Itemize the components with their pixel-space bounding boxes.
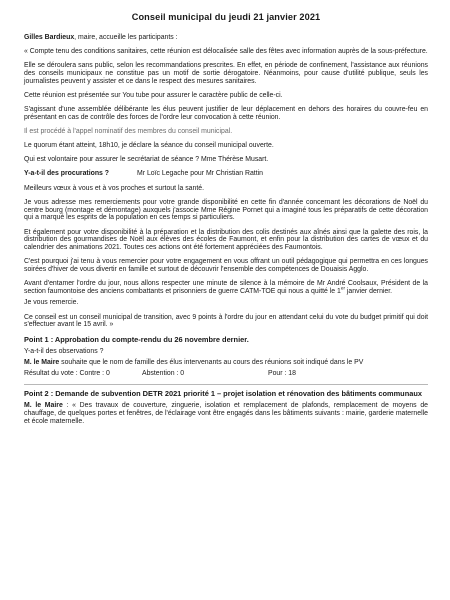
paragraph-secretary: Qui est volontaire pour assurer le secrétariat de séance ? Mme Thérèse Musart. [24, 156, 269, 164]
vote-pour: Pour : 18 [268, 369, 296, 377]
paragraph-sanitary: « Compte tenu des conditions sanitaires, cette réunion est délocalisée salle des fêtes avec information auprès de la sous-préfecture. [24, 48, 428, 56]
paragraph-minute-silence [24, 280, 428, 296]
paragraph-gift: C'est pourquoi j'ai tenu à vous remercier pour votre engagement en vous offrant un outil pédagogique qui permettra en ces longues soirées d'hiver de vous divertir en famille et surtout de découvrir l'ensemble des compétences de Douaisis Agglo. [24, 258, 428, 274]
point1-question: Y-a-t-il des observations ? [24, 347, 104, 355]
paragraph-wishes: Meilleurs vœux à vous et à vos proches et surtout la santé. [24, 184, 205, 192]
paragraph-proxies [24, 170, 428, 178]
section-divider [24, 384, 428, 385]
intro-speaker: Gilles Bardieux [24, 34, 75, 41]
point1-heading: Point 1 : Approbation du compte-rendu du 26 novembre dernier. [24, 334, 249, 344]
minute-silence-sup: er [340, 286, 345, 292]
vote-abstention: Abstention : 0 [142, 369, 185, 377]
point2-speaker: M. le Maire [24, 402, 63, 410]
minute-silence-end: janvier dernier. [344, 288, 393, 296]
paragraph-youtube: Cette réunion est présentée sur You tube pour assurer le caractère public de celle-ci. [24, 92, 283, 100]
point1-remark [24, 359, 428, 367]
paragraph-transition: Ce conseil est un conseil municipal de transition, avec 9 points à l'ordre du jour en attendant celui du vote du budget primitif qui doit s'effectuer avant le 15 avril. » [24, 313, 428, 329]
minute-silence-text: Avant d'entamer l'ordre du jour, nous allons respecter une minute de silence à la mémoire de Mr André Coolsaux, Président de la section faumontoise des anciens combattants et prisonniers de guerre CATM-TOE qui nous a quitté le 1 [24, 280, 428, 296]
vote-result: Résultat du vote : Contre : 0 [24, 369, 110, 377]
paragraph-curfew: S'agissant d'une assemblée délibérante les élus peuvent justifier de leur déplacement en dehors des horaires du couvre-feu en présentant en cas de contrôle des forces de l'ordre leur convocation à cette réunion. [24, 106, 428, 122]
paragraph-thanks-colis: Et également pour votre disponibilité à la préparation et la distribution des colis destinés aux aînés ainsi que la galette des rois, la distribution des gourmandises de Noël aux élèves des écoles de Faumont, et enfin pour la distribution des cartes de vœux et du calendrier des animations 2021. Toutes ces actions ont été fortement appréciées des Faumontois. [24, 228, 428, 252]
point1-vote-row [24, 370, 428, 378]
intro-text: , maire, accueille les participants : [74, 34, 178, 41]
paragraph-no-public: Elle se déroulera sans public, selon les recommandations prescrites. En effet, en période de confinement, l'assistance aux réunions des conseils municipaux ne constitue pas un motif de sortie dérogatoire. Néanmoins, pour cause d'utilité publique, seuls les journalistes peuvent y assister et ce dans le respect des mesures sanitaires. [24, 62, 428, 85]
point2-paragraph [24, 402, 428, 426]
paragraph-thank-you: Je vous remercie. [24, 299, 79, 307]
paragraph-roll-call: Il est procédé à l'appel nominatif des membres du conseil municipal. [24, 128, 233, 136]
point1-remark-speaker: M. le Maire [24, 358, 60, 366]
intro-paragraph [24, 34, 428, 42]
point1-remark-text: souhaite que le nom de famille des élus intervenants au cours des réunions soit indiqué dans le PV [59, 358, 364, 366]
paragraph-quorum: Le quorum étant atteint, 18h10, je déclare la séance du conseil municipal ouverte. [24, 142, 274, 150]
paragraph-thanks-decorations: Je vous adresse mes remerciements pour votre grande disponibilité en cette fin d'année concernant les décorations de Noël du centre bourg (montage et démontage) auxquels j'associe Mme Régine Pornet qui a imaginé tous les préparatifs de cette décoration qui a marqué les esprits de la population en ces temps si particuliers. [24, 198, 428, 222]
point2-heading: Point 2 : Demande de subvention DETR 2021 priorité 1 – projet isolation et rénovation des bâtiments communaux [24, 388, 422, 398]
document-title: Conseil municipal du jeudi 21 janvier 2021 [131, 12, 321, 22]
proxies-answer: Mr Loïc Legache pour Mr Christian Rattin [137, 170, 263, 178]
proxies-question: Y-a-t-il des procurations ? [24, 170, 109, 178]
point2-text: : « Des travaux de couverture, zinguerie, isolation et remplacement de plafonds, remplacement de moyens de chauffage, de quelques portes et fenêtres, de l'éclairage vont être engagés dans les bâtiments suivants : mairie, garderie maternelle et école maternelle. [24, 402, 428, 425]
